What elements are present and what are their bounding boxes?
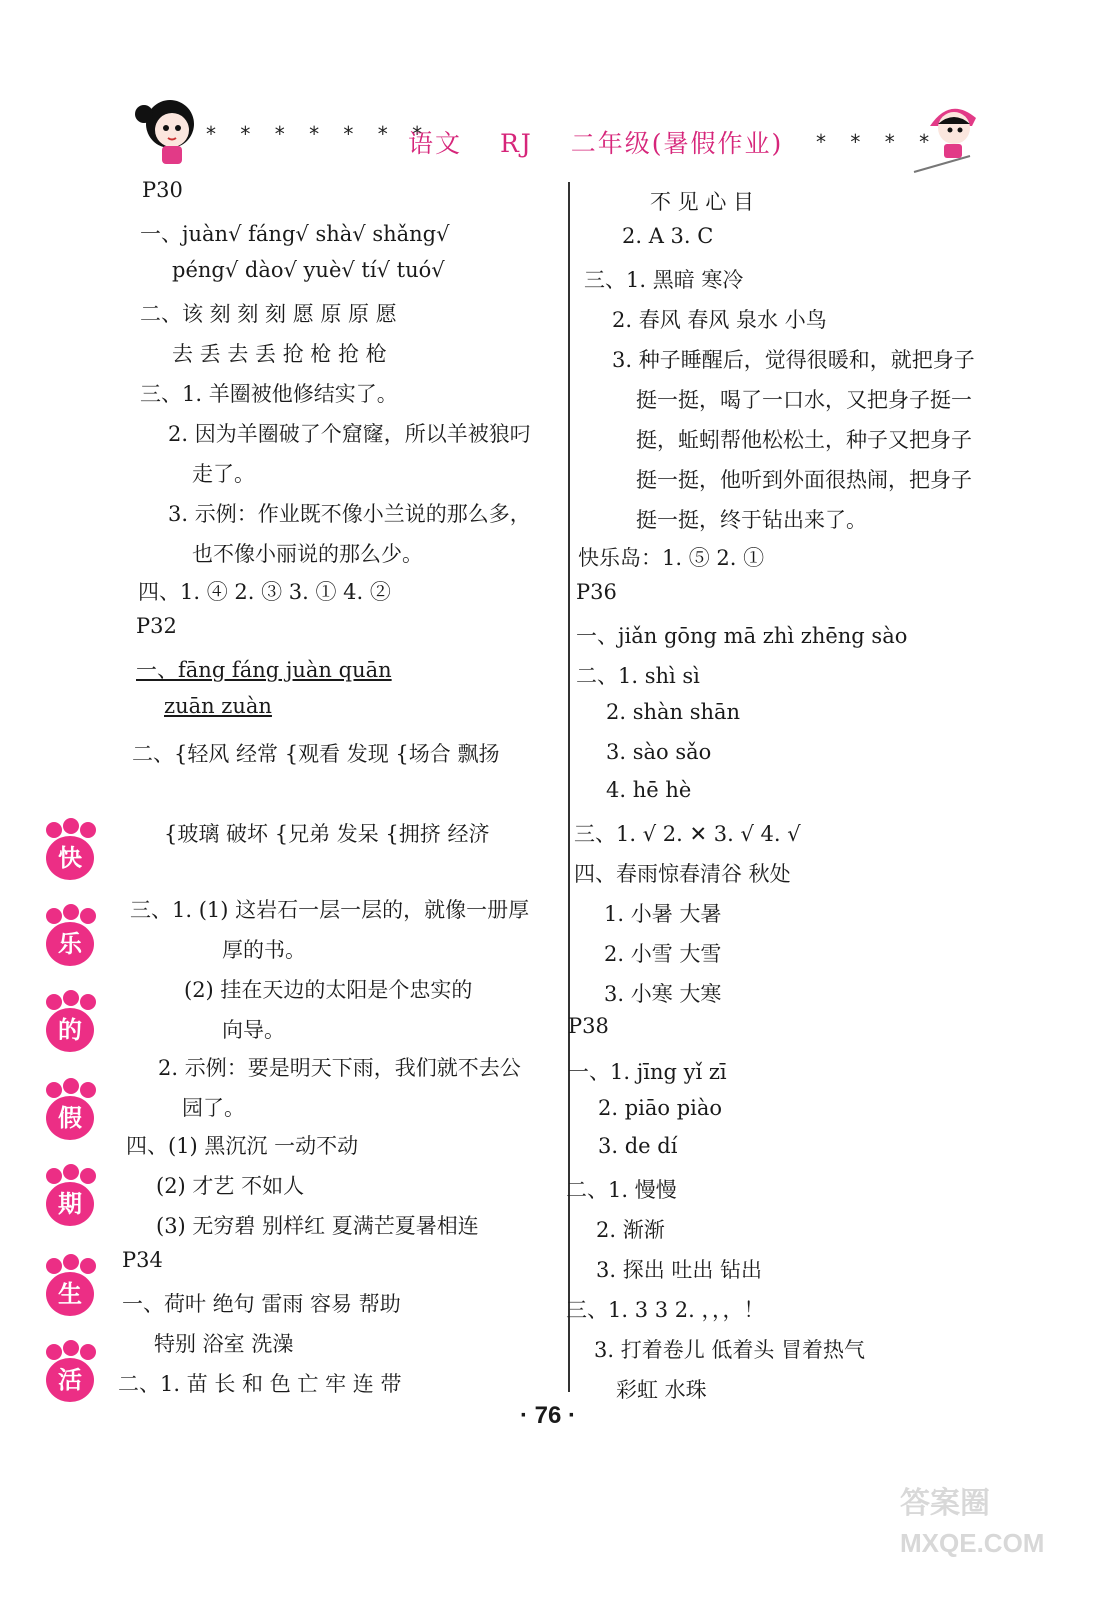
answer-line: 3. 种子睡醒后，觉得很暖和，就把身子	[612, 348, 975, 372]
answer-line: 二、1. shì sì	[576, 664, 700, 688]
paw-badge-char: 的	[46, 1008, 94, 1052]
grade-label: 二年级(暑假作业)	[570, 129, 784, 158]
answer-line: 3. 探出 吐出 钻出	[596, 1258, 763, 1282]
answer-line: zuān zuàn	[164, 694, 272, 718]
answer-line: 2. 因为羊圈破了个窟窿，所以羊被狼叼	[168, 422, 531, 446]
answer-line: 2. 春风 春风 泉水 小鸟	[612, 308, 827, 332]
paw-badge-char: 假	[46, 1096, 94, 1140]
paw-badge	[38, 1254, 104, 1320]
page-header	[0, 90, 1096, 180]
answer-line: 向导。	[222, 1018, 285, 1042]
paw-badge	[38, 990, 104, 1056]
header-title	[408, 124, 783, 160]
answer-line: 2. shàn shān	[606, 700, 741, 724]
paw-badge-char: 生	[46, 1272, 94, 1316]
answer-line: 3. sào sǎo	[606, 740, 712, 764]
answer-line: 三、1. 羊圈被他修结实了。	[140, 382, 398, 406]
column-divider	[568, 182, 570, 1392]
answer-line: 也不像小丽说的那么少。	[192, 542, 423, 566]
answer-line: P34	[122, 1248, 163, 1272]
answer-line: 2. 渐渐	[596, 1218, 665, 1242]
watermark-logo: 答案圈	[900, 1486, 990, 1521]
answer-line: 不 见 心 目	[650, 190, 755, 214]
answer-line: 一、juàn√ fáng√ shà√ shǎng√	[140, 222, 450, 246]
paw-badge	[38, 818, 104, 884]
answer-line: 二、1. 慢慢	[566, 1178, 677, 1202]
answer-line: 走了。	[192, 462, 255, 486]
answer-line: P30	[142, 178, 183, 202]
boy-cartoon-icon	[910, 96, 990, 176]
answer-line: (3) 无穷碧 别样红 夏满芒夏暑相连	[156, 1214, 479, 1238]
paw-badge-char: 期	[46, 1182, 94, 1226]
answer-line: 2. A 3. C	[622, 224, 714, 248]
answer-line: 一、荷叶 绝句 雷雨 容易 帮助	[122, 1292, 401, 1316]
answer-line: 3. 示例：作业既不像小兰说的那么多，	[168, 502, 531, 526]
answer-line: péng√ dào√ yuè√ tí√ tuó√	[172, 258, 445, 282]
answer-line: 3. 小寒 大寒	[604, 982, 722, 1006]
answer-line: 二、该 刻 刻 刻 愿 原 原 愿	[140, 302, 397, 326]
answer-line: 四、1. ④ 2. ③ 3. ① 4. ②	[138, 580, 391, 604]
answer-line: P32	[136, 614, 177, 638]
answer-line: 挺一挺，喝了一口水，又把身子挺一	[636, 388, 972, 412]
girl-cartoon-icon	[132, 90, 212, 170]
answer-line: 挺，蚯蚓帮他松松土，种子又把身子	[636, 428, 972, 452]
stars-right: * * * *	[816, 130, 939, 154]
paw-badge-char: 活	[46, 1358, 94, 1402]
edition-label: RJ	[499, 129, 533, 158]
answer-line: 1. 小暑 大暑	[604, 902, 722, 926]
answer-line: 2. 示例：要是明天下雨，我们就不去公	[158, 1056, 521, 1080]
answer-line: 3. 打着卷儿 低着头 冒着热气	[594, 1338, 866, 1362]
answer-line: (2) 挂在天边的太阳是个忠实的	[184, 978, 473, 1002]
subject-label: 语文	[408, 129, 463, 158]
paw-badge	[38, 1340, 104, 1406]
answer-line: 园了。	[182, 1096, 245, 1120]
watermark-url: MXQE.COM	[900, 1528, 1045, 1558]
page-number: · 76 ·	[520, 1402, 577, 1429]
answer-line: 挺一挺，他听到外面很热闹，把身子	[636, 468, 972, 492]
answer-line: (2) 才艺 不如人	[156, 1174, 305, 1198]
answer-line: 2. 小雪 大雪	[604, 942, 722, 966]
answer-line: 三、1. 3 3 2. ，，，！	[566, 1298, 765, 1322]
answer-line: 一、jiǎn gōng mā zhì zhēng sào	[576, 624, 908, 648]
paw-badge-char: 乐	[46, 922, 94, 966]
answer-line: P36	[576, 580, 617, 604]
answer-line: 挺一挺，终于钻出来了。	[636, 508, 867, 532]
answer-line: 四、春雨惊春清谷 秋处	[574, 862, 791, 886]
answer-line: 二、{轻风 经常 {观看 发现 {场合 飘扬	[132, 742, 500, 766]
paw-badge	[38, 1078, 104, 1144]
answer-line: 一、1. jīng yǐ zī	[568, 1060, 727, 1084]
answer-line: 厚的书。	[222, 938, 306, 962]
answer-line: 三、1. 黑暗 寒冷	[584, 268, 744, 292]
answer-line: 快乐岛：1. ⑤ 2. ①	[578, 546, 765, 570]
answer-line: 一、fāng fáng juàn quān	[136, 658, 392, 682]
answer-line: 3. de dí	[598, 1134, 678, 1158]
answer-line: 去 丢 去 丢 抢 枪 抢 枪	[172, 342, 387, 366]
paw-badge-char: 快	[46, 836, 94, 880]
answer-line: 4. hē hè	[606, 778, 692, 802]
answer-line: {玻璃 破坏 {兄弟 发呆 {拥挤 经济	[164, 822, 490, 846]
answer-line: 二、1. 苗 长 和 色 亡 牢 连 带	[118, 1372, 402, 1396]
answer-line: 2. piāo piào	[598, 1096, 723, 1120]
paw-badge	[38, 904, 104, 970]
answer-line: P38	[568, 1014, 609, 1038]
answer-line: 三、1. √ 2. ✕ 3. √ 4. √	[574, 822, 801, 846]
paw-badge	[38, 1164, 104, 1230]
answer-line: 彩虹 水珠	[616, 1378, 707, 1402]
answer-line: 特别 浴室 洗澡	[154, 1332, 294, 1356]
stars-left: * * * * * * *	[206, 122, 432, 146]
answer-line: 三、1. (1) 这岩石一层一层的，就像一册厚	[130, 898, 530, 922]
answer-line: 四、(1) 黑沉沉 一动不动	[126, 1134, 359, 1158]
